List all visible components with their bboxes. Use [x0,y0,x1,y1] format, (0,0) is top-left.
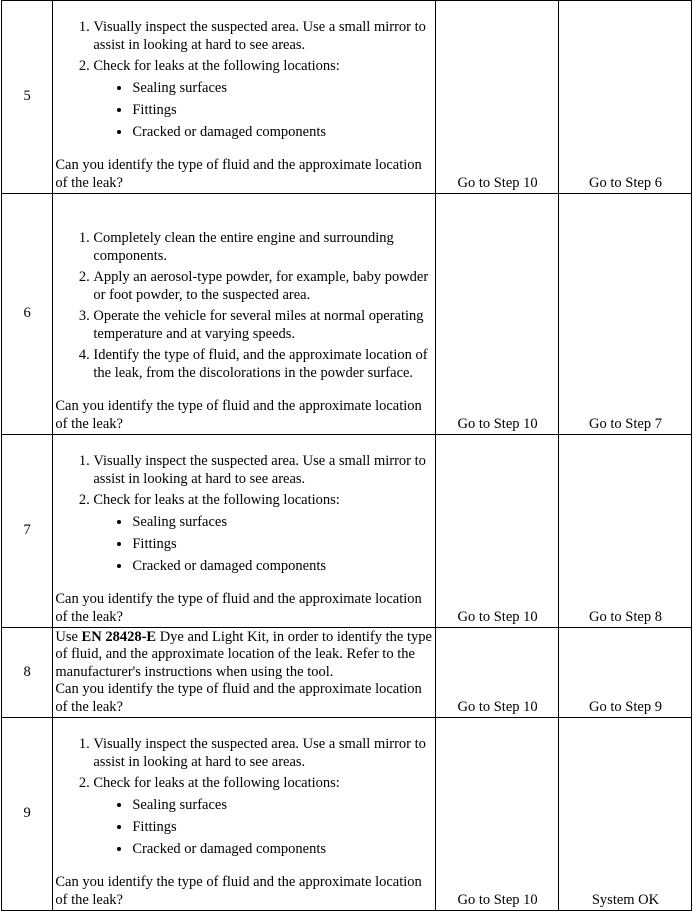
action-list [55,19,434,141]
action-item [93,492,434,575]
location-item: • Sealing surfaces [132,514,434,532]
step-number: 8 [2,628,53,718]
step-action [53,628,436,718]
location-item: • Cracked or damaged components [132,558,434,576]
yes-result: Go to Step 10 [436,194,559,435]
location-item: • Cracked or damaged components [132,124,434,142]
step-number: 6 [2,194,53,435]
location-item: • Fittings [132,819,434,837]
step-row [2,194,692,435]
step-question: Can you identify the type of fluid and the approximate location of the leak? [55,874,422,908]
step-action [53,194,436,435]
action-item-text: Check for leaks at the following locations: [93,492,340,508]
action-list [55,736,434,858]
step-number: 7 [2,435,53,628]
location-list [93,514,434,576]
action-item: 1. Completely clean the entire engine and surrounding components. [93,230,434,265]
no-result: Go to Step 7 [559,194,692,435]
location-item: • Cracked or damaged components [132,841,434,859]
no-result: System OK [559,718,692,911]
action-item: 4. Identify the type of fluid, and the approximate location of the leak, from the discolorations in the powder surface. [93,347,434,382]
step-action [53,1,436,194]
action-item: 2. Apply an aerosol-type powder, for example, baby powder or foot powder, to the suspected area. [93,269,434,304]
action-item [93,58,434,141]
location-list [93,80,434,142]
no-result: Go to Step 6 [559,1,692,194]
step-action [53,718,436,911]
action-item-text: Check for leaks at the following locations: [93,775,340,791]
action-list [55,453,434,575]
step-instruction [55,629,434,682]
step-question: Can you identify the type of fluid and the approximate location of the leak? [55,398,422,432]
yes-result: Go to Step 10 [436,628,559,718]
step-question: Can you identify the type of fluid and the approximate location of the leak? [55,157,422,191]
location-item: • Sealing surfaces [132,80,434,98]
instruction-text: Dye and Light Kit, in order to identify the type of fluid, and the approximate location of the leak. Refer to the manufacturer's instructions when using the tool. [55,628,432,680]
diagnostic-steps-table [1,0,692,911]
tool-name: EN 28428-E [81,628,157,645]
action-item: 1. Visually inspect the suspected area. Use a small mirror to assist in looking at hard to see areas. [93,19,434,54]
action-item [93,775,434,858]
no-result: Go to Step 9 [559,628,692,718]
action-list [55,230,434,382]
step-row [2,1,692,194]
yes-result: Go to Step 10 [436,435,559,628]
location-list [93,797,434,859]
action-item-text: Check for leaks at the following locations: [93,58,340,74]
action-item: 1. Visually inspect the suspected area. Use a small mirror to assist in looking at hard to see areas. [93,736,434,771]
step-row [2,435,692,628]
step-number: 5 [2,1,53,194]
location-item: • Fittings [132,536,434,554]
no-result: Go to Step 8 [559,435,692,628]
yes-result: Go to Step 10 [436,718,559,911]
step-row [2,628,692,718]
action-item: 1. Visually inspect the suspected area. Use a small mirror to assist in looking at hard to see areas. [93,453,434,488]
action-item: 3. Operate the vehicle for several miles at normal operating temperature and at varying speeds. [93,308,434,343]
step-action [53,435,436,628]
instruction-text: Use [55,628,82,645]
step-question: Can you identify the type of fluid and the approximate location of the leak? [55,591,422,625]
yes-result: Go to Step 10 [436,1,559,194]
location-item: • Sealing surfaces [132,797,434,815]
step-question: Can you identify the type of fluid and the approximate location of the leak? [55,681,422,715]
step-row [2,718,692,911]
step-number: 9 [2,718,53,911]
location-item: • Fittings [132,102,434,120]
